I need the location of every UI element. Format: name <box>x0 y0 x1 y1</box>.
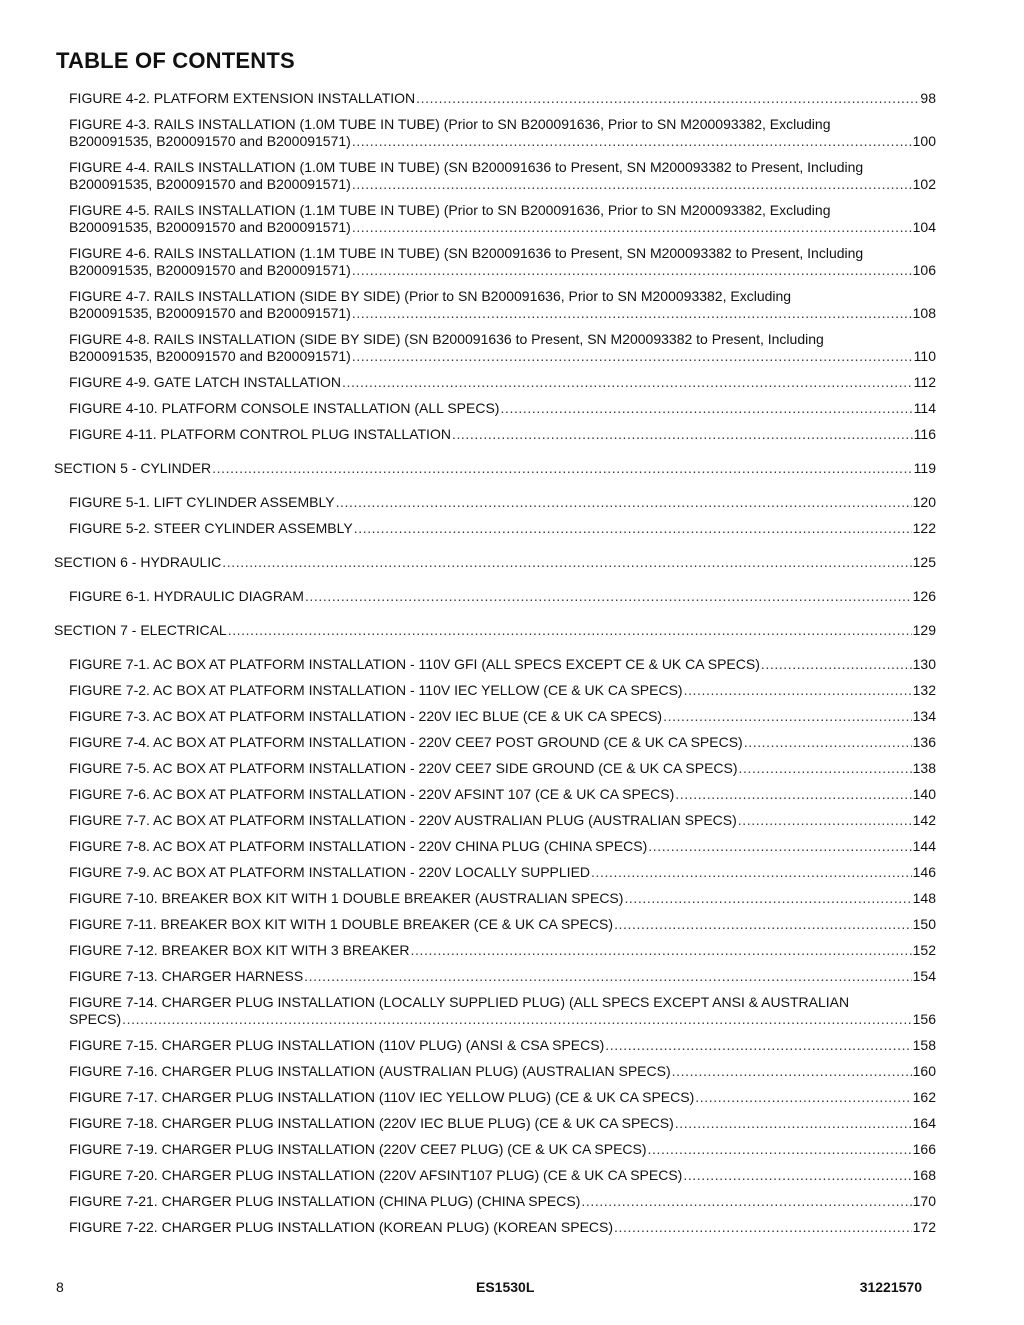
toc-entry-page: 119 <box>913 460 936 476</box>
toc-entry[interactable] <box>54 202 936 236</box>
toc-entry-title: FIGURE 6-1. HYDRAULIC DIAGRAM <box>69 588 304 604</box>
toc-entry-title: FIGURE 7-17. CHARGER PLUG INSTALLATION (110V IEC YELLOW PLUG) (CE & UK CA SPECS) <box>69 1089 695 1105</box>
toc-entry-page: 172 <box>912 1219 936 1235</box>
table-of-contents <box>54 90 936 1236</box>
toc-entry-title: FIGURE 7-21. CHARGER PLUG INSTALLATION (CHINA PLUG) (CHINA SPECS) <box>69 1193 581 1209</box>
toc-entry-page: 102 <box>912 176 936 192</box>
dot-leader <box>228 622 912 639</box>
toc-entry-title: SPECS) <box>69 1011 122 1027</box>
toc-entry-title: FIGURE 7-2. AC BOX AT PLATFORM INSTALLATION - 110V IEC YELLOW (CE & UK CA SPECS) <box>69 682 683 698</box>
dot-leader <box>452 426 913 443</box>
toc-entry-title-line1: FIGURE 4-6. RAILS INSTALLATION (1.1M TUBE IN TUBE) (SN B200091636 to Present, SN M200093382 to Present, Including <box>69 245 864 261</box>
toc-entry[interactable] <box>54 159 936 193</box>
toc-entry-title: B200091535, B200091570 and B200091571) <box>69 219 351 235</box>
dot-leader <box>663 708 912 725</box>
toc-entry[interactable] <box>54 994 936 1028</box>
footer-page-number: 8 <box>56 1279 64 1295</box>
dot-leader <box>222 554 911 571</box>
toc-entry-title: FIGURE 7-7. AC BOX AT PLATFORM INSTALLATION - 220V AUSTRALIAN PLUG (AUSTRALIAN SPECS) <box>69 812 737 828</box>
page-footer <box>56 1279 922 1299</box>
toc-entry-title: FIGURE 4-10. PLATFORM CONSOLE INSTALLATION (ALL SPECS) <box>69 400 500 416</box>
dot-leader <box>212 460 913 477</box>
toc-entry-page: 132 <box>912 682 936 698</box>
dot-leader <box>411 942 912 959</box>
toc-entry-page: 166 <box>912 1141 936 1157</box>
toc-entry-page: 126 <box>912 588 936 604</box>
dot-leader <box>695 1089 911 1106</box>
toc-entry-page: 110 <box>913 348 936 364</box>
toc-entry-title: FIGURE 7-19. CHARGER PLUG INSTALLATION (220V CEE7 PLUG) (CE & UK CA SPECS) <box>69 1141 647 1157</box>
toc-entry-page: 144 <box>912 838 936 854</box>
toc-entry-title: B200091535, B200091570 and B200091571) <box>69 133 351 149</box>
toc-entry-page: 142 <box>912 812 936 828</box>
toc-entry-title: SECTION 5 - CYLINDER <box>54 460 212 476</box>
toc-entry-title-line1: FIGURE 4-4. RAILS INSTALLATION (1.0M TUBE IN TUBE) (SN B200091636 to Present, SN M200093382 to Present, Including <box>69 159 864 175</box>
toc-entry[interactable] <box>54 682 936 699</box>
toc-entry-title-line1: FIGURE 7-14. CHARGER PLUG INSTALLATION (LOCALLY SUPPLIED PLUG) (ALL SPECS EXCEPT ANSI & AUSTRALIAN <box>69 994 850 1010</box>
dot-leader <box>591 864 912 881</box>
toc-entry-title: B200091535, B200091570 and B200091571) <box>69 176 351 192</box>
dot-leader <box>581 1193 911 1210</box>
toc-entry-title: SECTION 7 - ELECTRICAL <box>54 622 227 638</box>
toc-entry-page: 168 <box>912 1167 936 1183</box>
dot-leader <box>739 760 912 777</box>
footer-model: ES1530L <box>476 1279 535 1295</box>
dot-leader <box>744 734 912 751</box>
toc-entry-page: 125 <box>912 554 936 570</box>
toc-entry-title-line1: FIGURE 4-7. RAILS INSTALLATION (SIDE BY SIDE) (Prior to SN B200091636, Prior to SN M200093382, Excluding <box>69 288 792 304</box>
dot-leader <box>352 219 912 236</box>
dot-leader <box>761 656 912 673</box>
toc-entry-title: FIGURE 7-3. AC BOX AT PLATFORM INSTALLATION - 220V IEC BLUE (CE & UK CA SPECS) <box>69 708 663 724</box>
dot-leader <box>304 968 911 985</box>
toc-entry-title: FIGURE 7-10. BREAKER BOX KIT WITH 1 DOUBLE BREAKER (AUSTRALIAN SPECS) <box>69 890 624 906</box>
toc-entry[interactable] <box>54 1089 936 1106</box>
toc-entry[interactable] <box>54 288 936 322</box>
dot-leader <box>675 1115 912 1132</box>
dot-leader <box>336 494 912 511</box>
toc-section-entry[interactable] <box>54 554 936 571</box>
toc-entry[interactable] <box>54 734 936 751</box>
toc-entry-title: FIGURE 7-20. CHARGER PLUG INSTALLATION (220V AFSINT107 PLUG) (CE & UK CA SPECS) <box>69 1167 683 1183</box>
toc-entry[interactable] <box>54 1141 936 1158</box>
dot-leader <box>675 786 911 803</box>
dot-leader <box>352 176 912 193</box>
toc-entry-title: FIGURE 5-1. LIFT CYLINDER ASSEMBLY <box>69 494 335 510</box>
toc-entry[interactable] <box>54 1115 936 1132</box>
dot-leader <box>416 90 919 107</box>
toc-entry[interactable] <box>54 90 936 107</box>
toc-entry-page: 130 <box>912 656 936 672</box>
toc-section-entry[interactable] <box>54 460 936 477</box>
dot-leader <box>352 262 912 279</box>
toc-entry[interactable] <box>54 245 936 279</box>
toc-entry-page: 106 <box>912 262 936 278</box>
toc-entry-title: FIGURE 7-4. AC BOX AT PLATFORM INSTALLATION - 220V CEE7 POST GROUND (CE & UK CA SPECS) <box>69 734 743 750</box>
dot-leader <box>352 348 913 365</box>
toc-entry[interactable] <box>54 916 936 933</box>
toc-entry[interactable] <box>54 786 936 803</box>
dot-leader <box>305 588 912 605</box>
toc-entry-page: 162 <box>912 1089 936 1105</box>
toc-entry[interactable] <box>54 1037 936 1054</box>
toc-entry-page: 140 <box>912 786 936 802</box>
toc-entry[interactable] <box>54 838 936 855</box>
toc-entry[interactable] <box>54 374 936 391</box>
toc-entry[interactable] <box>54 426 936 443</box>
dot-leader <box>354 520 912 537</box>
dot-leader <box>342 374 913 391</box>
dot-leader <box>684 682 912 699</box>
toc-entry-title: FIGURE 7-18. CHARGER PLUG INSTALLATION (220V IEC BLUE PLUG) (CE & UK CA SPECS) <box>69 1115 674 1131</box>
toc-entry[interactable] <box>54 760 936 777</box>
dot-leader <box>614 916 912 933</box>
dot-leader <box>683 1167 911 1184</box>
toc-entry[interactable] <box>54 116 936 150</box>
footer-doc-number: 31221570 <box>859 1279 922 1295</box>
toc-entry-title-line1: FIGURE 4-5. RAILS INSTALLATION (1.1M TUBE IN TUBE) (Prior to SN B200091636, Prior to SN M200093382, Excluding <box>69 202 831 218</box>
dot-leader <box>648 1141 912 1158</box>
toc-entry-title-line1: FIGURE 4-8. RAILS INSTALLATION (SIDE BY SIDE) (SN B200091636 to Present, SN M200093382 to Present, Including <box>69 331 824 347</box>
page-title: TABLE OF CONTENTS <box>56 48 295 73</box>
toc-entry-page: 160 <box>912 1063 936 1079</box>
dot-leader <box>122 1011 912 1028</box>
toc-entry-page: 104 <box>912 219 936 235</box>
toc-entry[interactable] <box>54 331 936 365</box>
toc-entry[interactable] <box>54 890 936 907</box>
toc-entry-title: FIGURE 7-5. AC BOX AT PLATFORM INSTALLATION - 220V CEE7 SIDE GROUND (CE & UK CA SPECS) <box>69 760 738 776</box>
dot-leader <box>605 1037 911 1054</box>
toc-entry-page: 122 <box>912 520 936 536</box>
toc-entry-page: 170 <box>912 1193 936 1209</box>
toc-entry-page: 134 <box>912 708 936 724</box>
toc-entry-page: 136 <box>912 734 936 750</box>
toc-entry-page: 112 <box>913 374 936 390</box>
toc-entry-page: 114 <box>913 400 936 416</box>
dot-leader <box>738 812 912 829</box>
toc-entry-title-line1: FIGURE 4-3. RAILS INSTALLATION (1.0M TUBE IN TUBE) (Prior to SN B200091636, Prior to SN M200093382, Excluding <box>69 116 831 132</box>
toc-entry-title: FIGURE 4-11. PLATFORM CONTROL PLUG INSTALLATION <box>69 426 451 442</box>
toc-entry-page: 146 <box>912 864 936 880</box>
toc-entry-title: FIGURE 7-13. CHARGER HARNESS <box>69 968 304 984</box>
toc-entry-title: FIGURE 5-2. STEER CYLINDER ASSEMBLY <box>69 520 353 536</box>
toc-entry[interactable] <box>54 494 936 511</box>
dot-leader <box>614 1219 912 1236</box>
toc-entry-page: 148 <box>912 890 936 906</box>
dot-leader <box>500 400 912 417</box>
toc-entry-page: 108 <box>912 305 936 321</box>
toc-entry[interactable] <box>54 1193 936 1210</box>
toc-entry-page: 150 <box>912 916 936 932</box>
toc-entry-title: FIGURE 7-1. AC BOX AT PLATFORM INSTALLATION - 110V GFI (ALL SPECS EXCEPT CE & UK CA SPECS) <box>69 656 760 672</box>
toc-entry-page: 129 <box>912 622 936 638</box>
toc-entry-page: 120 <box>912 494 936 510</box>
dot-leader <box>648 838 911 855</box>
toc-entry-page: 98 <box>920 90 936 106</box>
toc-entry-title: B200091535, B200091570 and B200091571) <box>69 262 351 278</box>
toc-entry[interactable] <box>54 1167 936 1184</box>
toc-entry[interactable] <box>54 942 936 959</box>
toc-entry[interactable] <box>54 864 936 881</box>
toc-entry-title: FIGURE 4-2. PLATFORM EXTENSION INSTALLATION <box>69 90 416 106</box>
toc-entry-title: SECTION 6 - HYDRAULIC <box>54 554 222 570</box>
toc-entry[interactable] <box>54 968 936 985</box>
toc-entry-title: FIGURE 7-8. AC BOX AT PLATFORM INSTALLATION - 220V CHINA PLUG (CHINA SPECS) <box>69 838 648 854</box>
toc-entry[interactable] <box>54 1063 936 1080</box>
toc-entry-title: B200091535, B200091570 and B200091571) <box>69 305 351 321</box>
toc-entry[interactable] <box>54 400 936 417</box>
toc-entry-title: FIGURE 7-9. AC BOX AT PLATFORM INSTALLATION - 220V LOCALLY SUPPLIED <box>69 864 591 880</box>
toc-section-entry[interactable] <box>54 622 936 639</box>
toc-entry-page: 156 <box>912 1011 936 1027</box>
toc-entry-title: B200091535, B200091570 and B200091571) <box>69 348 351 364</box>
toc-entry-title: FIGURE 7-16. CHARGER PLUG INSTALLATION (AUSTRALIAN PLUG) (AUSTRALIAN SPECS) <box>69 1063 671 1079</box>
dot-leader <box>672 1063 912 1080</box>
toc-entry-page: 154 <box>912 968 936 984</box>
toc-entry-title: FIGURE 7-11. BREAKER BOX KIT WITH 1 DOUBLE BREAKER (CE & UK CA SPECS) <box>69 916 614 932</box>
toc-entry[interactable] <box>54 812 936 829</box>
toc-entry[interactable] <box>54 520 936 537</box>
toc-entry-page: 100 <box>912 133 936 149</box>
toc-entry[interactable] <box>54 588 936 605</box>
dot-leader <box>352 305 912 322</box>
toc-entry-page: 138 <box>912 760 936 776</box>
toc-entry-title: FIGURE 7-6. AC BOX AT PLATFORM INSTALLATION - 220V AFSINT 107 (CE & UK CA SPECS) <box>69 786 675 802</box>
toc-entry-page: 158 <box>912 1037 936 1053</box>
dot-leader <box>624 890 911 907</box>
toc-entry-title: FIGURE 7-15. CHARGER PLUG INSTALLATION (110V PLUG) (ANSI & CSA SPECS) <box>69 1037 605 1053</box>
toc-entry[interactable] <box>54 1219 936 1236</box>
toc-entry[interactable] <box>54 656 936 673</box>
toc-entry-title: FIGURE 7-22. CHARGER PLUG INSTALLATION (KOREAN PLUG) (KOREAN SPECS) <box>69 1219 614 1235</box>
toc-entry-page: 164 <box>912 1115 936 1131</box>
toc-entry-page: 116 <box>913 426 936 442</box>
toc-entry-title: FIGURE 7-12. BREAKER BOX KIT WITH 3 BREAKER <box>69 942 410 958</box>
dot-leader <box>352 133 912 150</box>
toc-entry-page: 152 <box>912 942 936 958</box>
toc-entry[interactable] <box>54 708 936 725</box>
toc-entry-title: FIGURE 4-9. GATE LATCH INSTALLATION <box>69 374 342 390</box>
